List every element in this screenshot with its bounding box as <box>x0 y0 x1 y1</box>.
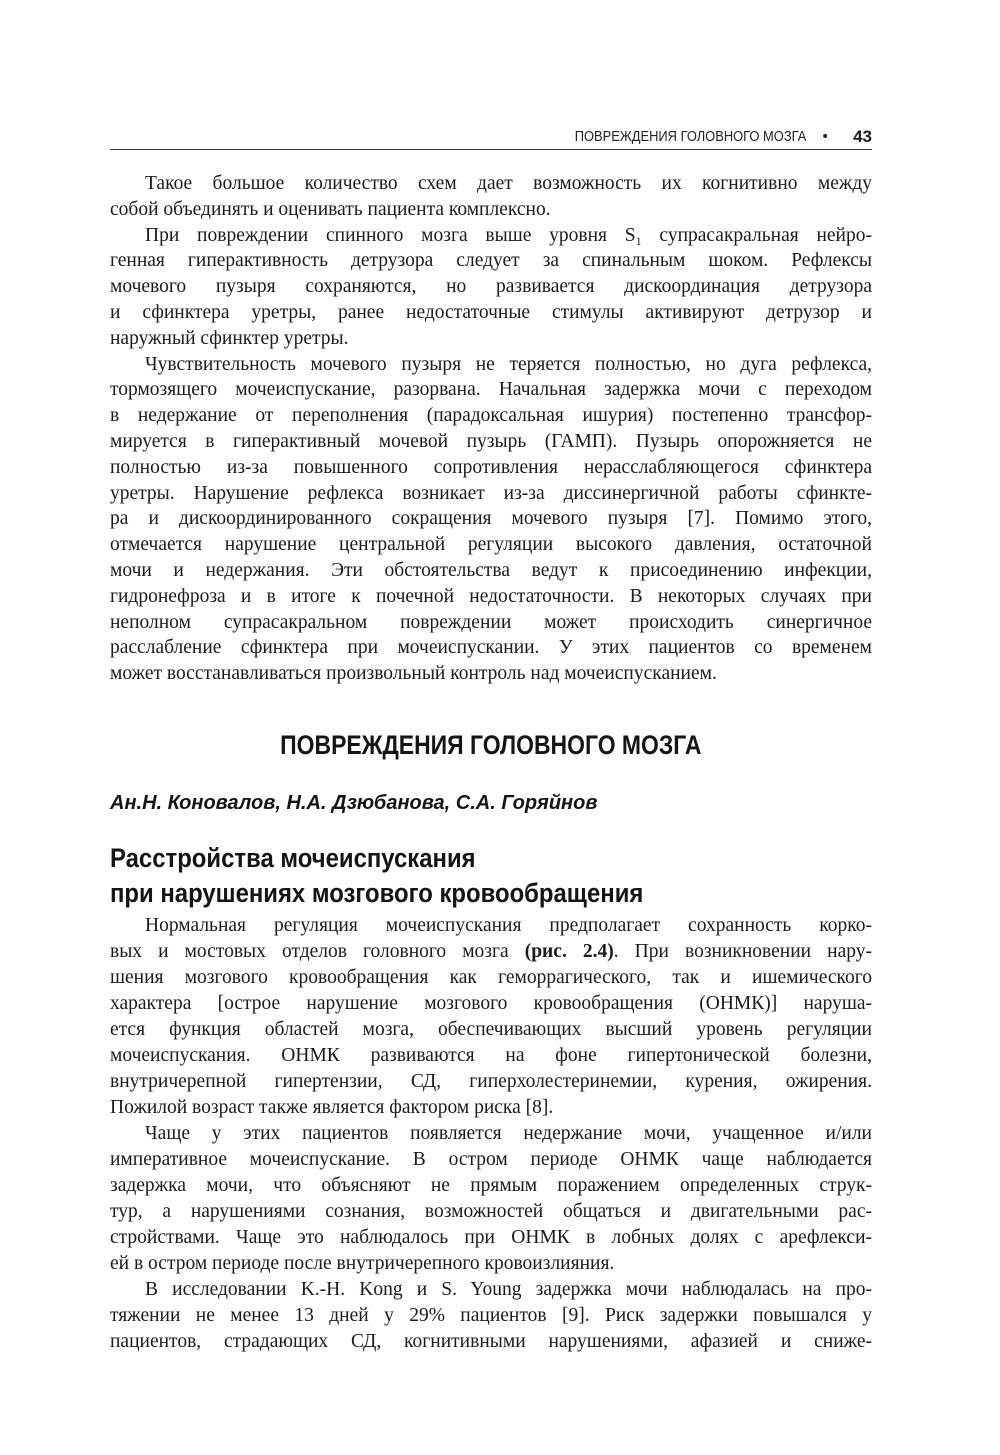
text-line: мируется в гиперактивный мочевой пузырь (ГАМП). Пузырь опорожняется не <box>110 430 872 452</box>
text-line: ра и дискоординированного сокращения мочевого пузыря [7]. Помимо этого, <box>110 508 872 530</box>
text-segment: . При возникновении нару- <box>613 941 872 962</box>
text-line: может восстанавливаться произвольный контроль над мочеиспусканием. <box>110 663 717 685</box>
paragraph <box>110 223 872 352</box>
running-head-bullet: • <box>821 129 830 145</box>
text-block-top <box>110 171 872 687</box>
text-line: императивное мочеиспускание. В остром периоде ОНМК чаще наблюдается <box>110 1149 872 1170</box>
paragraph <box>110 1121 872 1277</box>
text-line: внутричерепной гипертензии, СД, гиперхолестеринемии, курения, ожирения. <box>110 1071 872 1092</box>
text-line: ей в остром периоде после внутричерепного кровоизлияния. <box>110 1253 615 1274</box>
text-block-bottom <box>110 913 872 1355</box>
text-line: шения мозгового кровообращения как геморрагического, так и ишемического <box>110 967 872 988</box>
text-line: характера [острое нарушение мозгового кровообращения (ОНМК)] наруша- <box>110 993 872 1014</box>
text-line: тяжении не менее 13 дней у 29% пациентов [9]. Риск задержки повышался у <box>110 1305 872 1326</box>
text-line: неполном супрасакральном повреждении может происходить синергичное <box>110 611 872 633</box>
text-line: наружный сфинктер уретры. <box>110 327 349 349</box>
text-line: мочеиспускания. ОНМК развиваются на фоне гипертонической болезни, <box>110 1045 872 1066</box>
text-line: Пожилой возраст также является фактором риска [8]. <box>110 1097 554 1118</box>
subsection-title-line: Расстройства мочеиспускания <box>110 843 476 873</box>
authors-line: Ан.Н. Коновалов, Н.А. Дзюбанова, С.А. Горяйнов <box>110 792 598 814</box>
text-line: в недержание от переполнения (парадоксальная ишурия) постепенно трансфор- <box>110 405 872 427</box>
text-line: Такое большое количество схем дает возможность их когнитивно между <box>145 173 872 194</box>
subscript: 1 <box>635 233 642 248</box>
text-line <box>110 223 872 249</box>
text-line: стройствами. Чаще это наблюдалось при ОНМК в лобных долях с арефлекси- <box>110 1227 872 1248</box>
text-line: гидронефроза и в итоге к почечной недостаточности. В некоторых случаях при <box>110 585 872 607</box>
text-line: тормозящего мочеиспускание, разорвана. Начальная задержка мочи с переходом <box>110 379 872 401</box>
text-line: Чаще у этих пациентов появляется недержание мочи, учащенное и/или <box>145 1123 872 1144</box>
text-line <box>110 939 872 965</box>
text-line: отмечается нарушение центральной регуляции высокого давления, остаточной <box>110 534 872 556</box>
paragraph <box>110 913 872 1121</box>
header-rule <box>110 149 872 150</box>
text-line: В исследовании K.-H. Kong и S. Young задержка мочи наблюдалась на про- <box>145 1279 872 1300</box>
text-line: уретры. Нарушение рефлекса возникает из-за диссинергичной работы сфинкте- <box>110 482 872 504</box>
text-line: и сфинктера уретры, ранее недостаточные стимулы активируют детрузор и <box>110 301 872 323</box>
text-line: полностью из-за повышенного сопротивления нерасслабляющегося сфинктера <box>110 456 872 478</box>
text-line: мочи и недержания. Эти обстоятельства ведут к присоединению инфекции, <box>110 559 872 581</box>
text-line: расслабление сфинктера при мочеиспускании. У этих пациентов со временем <box>110 637 872 659</box>
subsection-title <box>110 841 643 911</box>
text-line: пациентов, страдающих СД, когнитивными нарушениями, афазией и сниже- <box>110 1331 872 1352</box>
text-line: Чувствительность мочевого пузыря не теряется полностью, но дуга рефлекса, <box>145 353 872 375</box>
text-line: ется функция областей мозга, обеспечивающих высший уровень регуляции <box>110 1019 872 1040</box>
page-number: 43 <box>853 127 872 146</box>
text-line: Нормальная регуляция мочеиспускания предполагает сохранность корко- <box>145 915 872 936</box>
text-line: генная гиперактивность детрузора следует за спинальным шоком. Рефлексы <box>110 250 872 272</box>
section-heading-wrap <box>110 729 872 761</box>
running-head-title: ПОВРЕЖДЕНИЯ ГОЛОВНОГО МОЗГА <box>574 128 806 145</box>
text-segment: супрасакральная нейро- <box>641 224 872 246</box>
paragraph <box>110 352 872 687</box>
text-segment: При повреждении спинного мозга выше уровня S <box>145 224 636 246</box>
paragraph <box>110 1277 872 1355</box>
text-line: тур, а нарушениями сознания, возможностей общаться и двигательными рас- <box>110 1201 872 1222</box>
text-segment: вых и мостовых отделов головного мозга <box>110 941 525 962</box>
figure-reference: (рис. 2.4) <box>524 941 614 962</box>
text-line: собой объединять и оценивать пациента комплексно. <box>110 198 551 220</box>
section-heading: ПОВРЕЖДЕНИЯ ГОЛОВНОГО МОЗГА <box>280 730 702 760</box>
text-line: мочевого пузыря сохраняются, но развивается дискоординация детрузора <box>110 276 872 298</box>
subsection-title-line: при нарушениях мозгового кровообращения <box>110 878 644 908</box>
paragraph <box>110 171 872 223</box>
text-line: задержка мочи, что объясняют не прямым поражением определенных струк- <box>110 1175 872 1196</box>
